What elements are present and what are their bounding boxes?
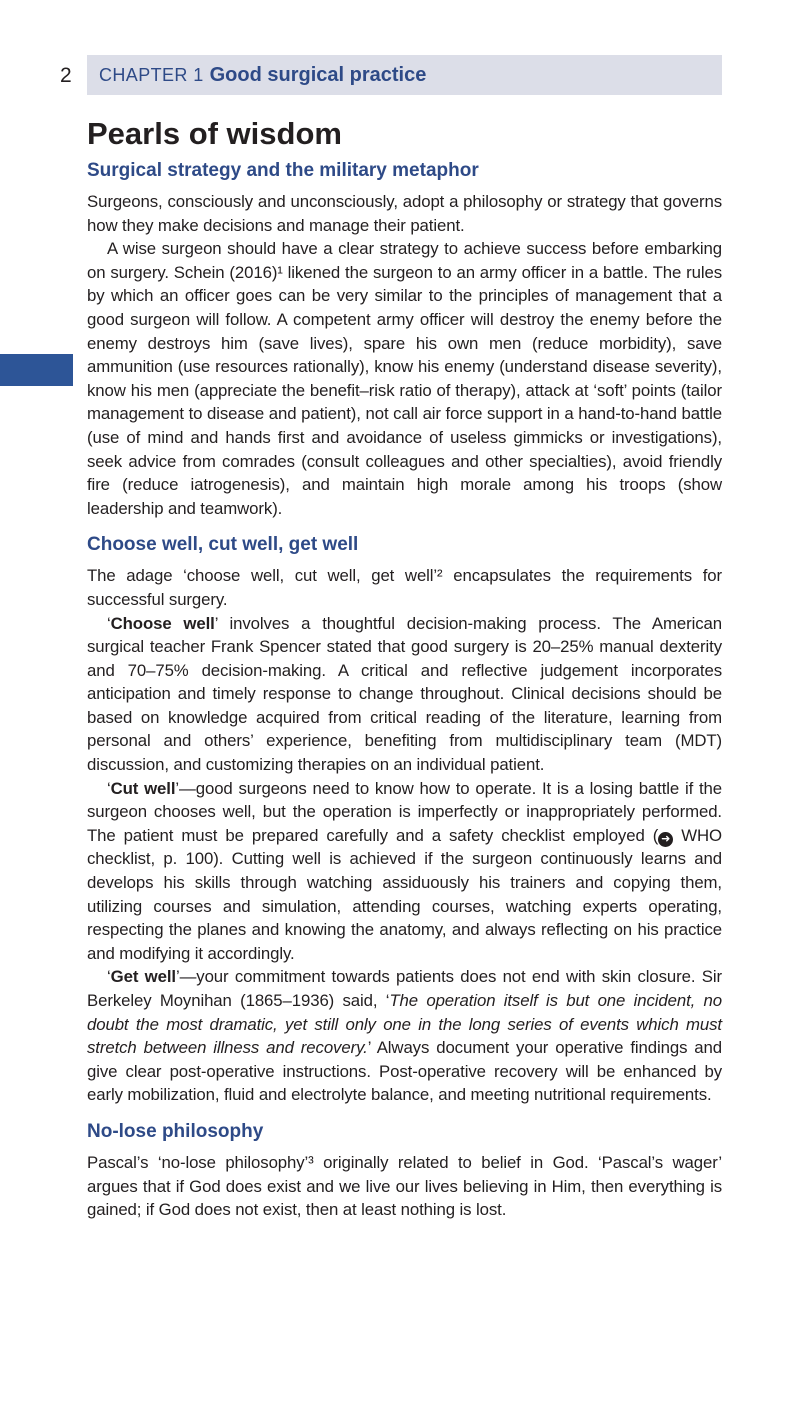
paragraph <box>87 965 722 1107</box>
chapter-label: CHAPTER 1 <box>99 64 204 85</box>
chapter-header <box>87 55 722 95</box>
paragraph-text: ). Cutting well is achieved if the surgeon continuously learns and develops his skills through watching assiduously his trainers and copying them, utilizing courses and simulation, attending courses, watching experts operating, respecting the planes and knowing the anatomy, and always reflecting on his practice and modifying it accordingly. <box>87 849 722 963</box>
paragraph: Surgeons, consciously and unconsciously, adopt a philosophy or strategy that governs how they make decisions and manage their patient. <box>87 192 722 235</box>
section-heading-choose-well: Choose well, cut well, get well <box>87 534 359 556</box>
paragraph-text: ’—good surgeons need to know how to operate. It is a losing battle if the surgeon chooses well, but the operation is imperfectly or inappropriately performed. The patient must be prepared carefully and a safety checklist employed ( <box>87 778 722 845</box>
keyword-cut-well: Cut well <box>110 778 176 798</box>
page-content <box>87 110 722 1222</box>
paragraph-text: ’—your commitment towards patients does not end with skin closure. Sir Berkeley Moynihan (1865–1936) said, ‘ <box>87 967 722 1010</box>
section-heading-military: Surgical strategy and the military metaphor <box>87 160 479 181</box>
paragraph <box>87 777 722 966</box>
moynihan-quote: The operation itself is but one incident, no doubt the most dramatic, yet still only one in the long series of events which must stretch between illness and recovery. <box>87 991 722 1058</box>
quote-mark: ‘ <box>107 613 111 633</box>
chapter-thumb-tab <box>0 354 73 386</box>
paragraph: The adage ‘choose well, cut well, get well’² encapsulates the requirements for successful surgery. <box>87 566 722 609</box>
page-number: 2 <box>60 64 72 87</box>
quote-mark: ‘ <box>107 778 111 798</box>
chapter-title: Good surgical practice <box>209 63 427 86</box>
paragraph-text: ’ involves a thoughtful decision-making process. The American surgical teacher Frank Spencer stated that good surgery is 20–25% manual dexterity and 70–75% decision-making. A critical and reflective judgement incorporates anticipation and timely response to change throughout. Clinical decisions should be based on knowledge acquired from critical reading of the literature, learning from personal and others’ experience, benefiting from multidisciplinary team (MDT) discussion, and customizing therapies on an individual patient. <box>87 613 722 775</box>
page-title: Pearls of wisdom <box>87 116 342 151</box>
paragraph: Pascal’s ‘no-lose philosophy’³ originally related to belief in God. ‘Pascal’s wager’ argues that if God does exist and we live our lives believing in Him, then everything is gained; if God does not exist, then at least nothing is lost. <box>87 1152 722 1220</box>
keyword-choose-well: Choose well <box>110 613 215 633</box>
paragraph: A wise surgeon should have a clear strategy to achieve success before embarking on surgery. Schein (2016)¹ likened the surgeon to an army officer in a battle. The rules by which an officer goes can be very similar to the principles of management that a good surgeon will follow. A competent army officer will destroy the enemy before the enemy destroys him (save lives), spare his own men (reduce morbidity), save ammunition (use resources rationally), know his enemy (understand disease severity), know his men (appreciate the benefit–risk ratio of therapy), attack at ‘soft’ points (tailor management to disease and patient), not call air force support in a hand-to-hand battle (use of mind and hands first and avoidance of useless gimmicks or investigations), seek advice from comrades (consult colleagues and other specialties), avoid friendly fire (reduce iatrogenesis), and maintain high morale among his troops (show leadership and teamwork). <box>87 239 722 518</box>
keyword-get-well: Get well <box>110 967 176 987</box>
paragraph <box>87 612 722 777</box>
section-heading-no-lose: No-lose philosophy <box>87 1120 264 1142</box>
quote-mark: ‘ <box>107 967 111 987</box>
paragraph-text: ’ Always document your operative findings and give clear post-operative instructions. Post-operative recovery will be enhanced by early mobilization, fluid and electrolyte balance, and meeting nutritional requirements. <box>87 1038 722 1105</box>
arrow-circle-icon: ➜ <box>658 832 673 847</box>
cross-reference-link[interactable]: WHO checklist, p. 100 <box>87 825 722 869</box>
